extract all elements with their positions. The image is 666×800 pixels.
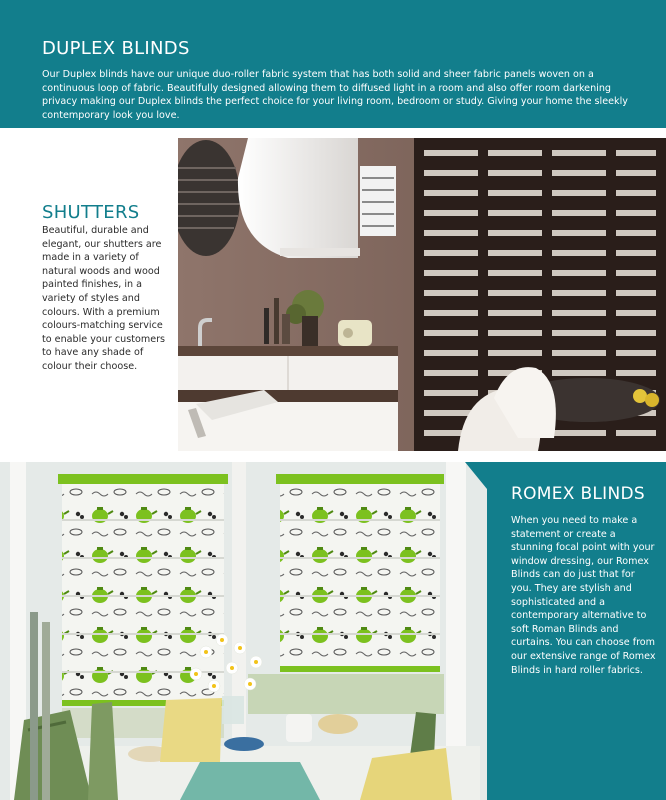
shutters-kitchen-photo (178, 138, 666, 451)
duplex-blinds-heading: DUPLEX BLINDS (42, 38, 190, 59)
romex-blinds-photo (0, 462, 488, 800)
romex-blinds-description: When you need to make a statement or create a stunning focal point with your window dressing, our Romex Blinds can do just that for you. They are stylish and sophisticated and a contemporary alternative to soft Roman Blinds and curtains. You can choose from our extensive range of Romex Blinds in hard roller fabrics. (511, 515, 656, 676)
shutters-heading: SHUTTERS (42, 202, 140, 223)
romex-blinds-illustration (0, 462, 488, 800)
romex-blinds-heading: ROMEX BLINDS (511, 484, 645, 504)
duplex-blinds-description: Our Duplex blinds have our unique duo-roller fabric system that has both solid and sheer fabric panels woven on a continuous loop of fabric. Beautifully designed allowing them to diffused light in a room and also offer room darkening privacy making our Duplex blinds the perfect choice for your living room, bedroom or study. Giving your home the sleekly contemporary look you love. (42, 69, 628, 121)
shutters-description: Beautiful, durable and elegant, our shutters are made in a variety of natural woods and wood painted finishes, in a variety of styles and colours. With a premium colours-matching service to enable your customers to have any shade of colour their choose. (42, 225, 166, 372)
duplex-blinds-section (0, 0, 666, 128)
shutters-kitchen-illustration (178, 138, 666, 451)
